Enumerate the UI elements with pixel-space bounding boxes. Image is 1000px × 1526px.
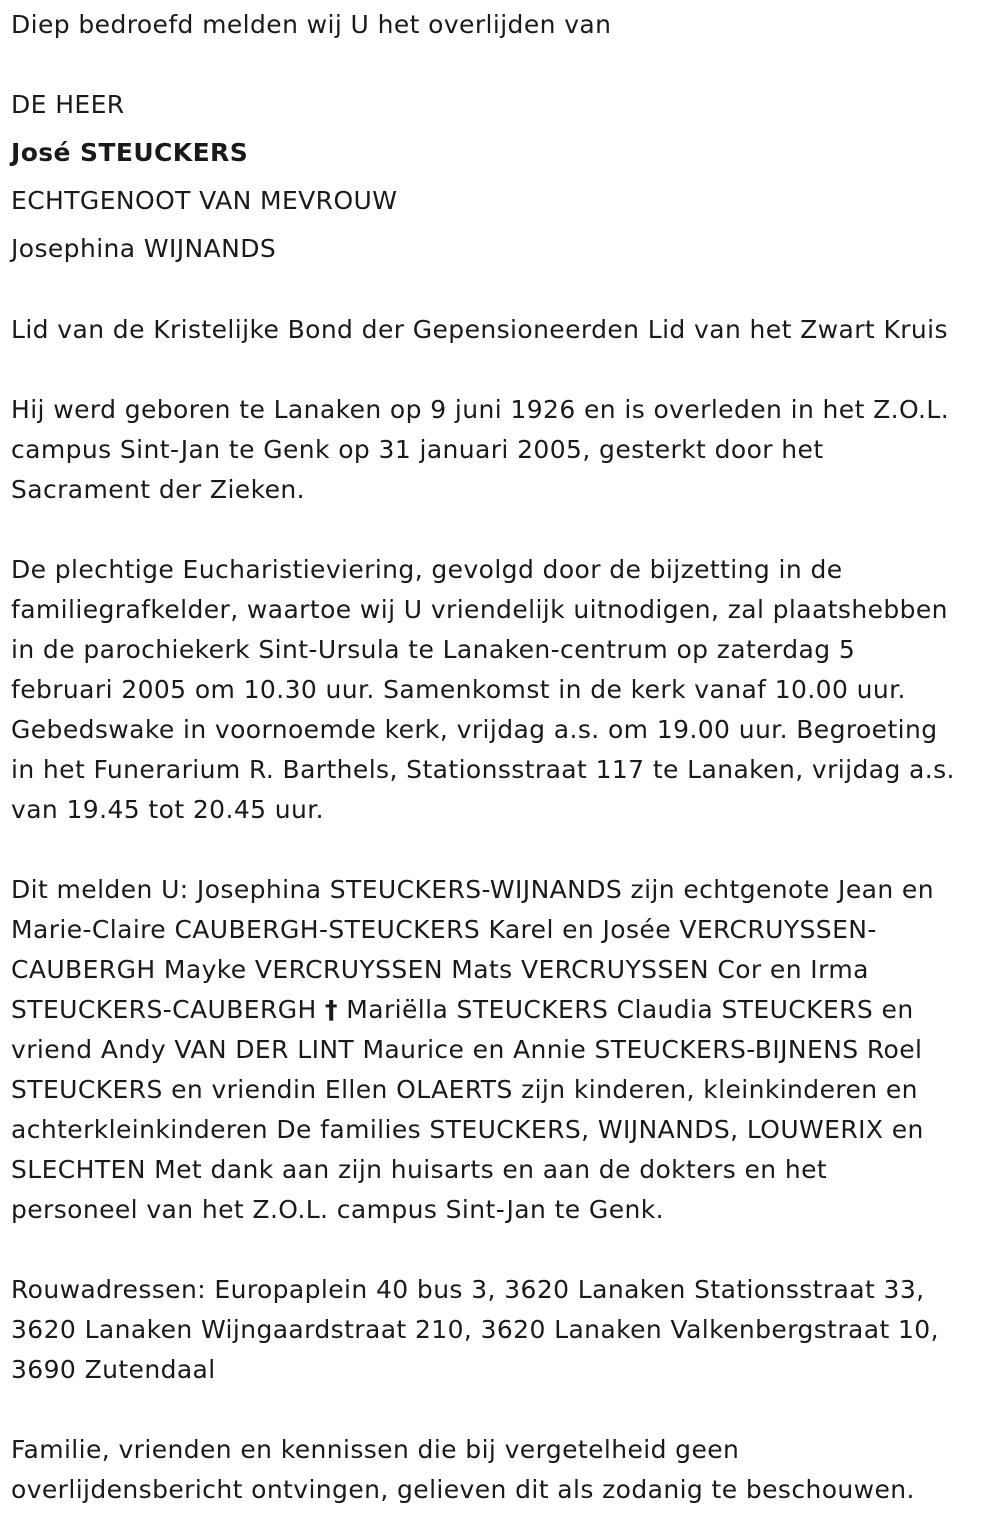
paragraph-line: 3690 Zutendaal (11, 1355, 216, 1384)
ceremony-paragraph (11, 550, 955, 830)
birth-death-paragraph (11, 390, 949, 510)
intro-text: Diep bedroefd melden wij U het overlijden van (11, 10, 612, 39)
paragraph-line: Marie-Claire CAUBERGH-STEUCKERS Karel en Josée VERCRUYSSEN- (11, 915, 877, 944)
announcers-paragraph (11, 870, 934, 1230)
paragraph-line: vriend Andy VAN DER LINT Maurice en Annie STEUCKERS-BIJNENS Roel (11, 1035, 923, 1064)
spouse-label: ECHTGENOOT VAN MEVROUW (11, 186, 398, 215)
cross-icon: † (325, 995, 338, 1024)
paragraph-line: van 19.45 tot 20.45 uur. (11, 795, 325, 824)
paragraph-line: overlijdensbericht ontvingen, gelieven dit als zodanig te beschouwen. (11, 1475, 915, 1504)
paragraph-line: Familie, vrienden en kennissen die bij vergetelheid geen (11, 1435, 740, 1464)
paragraph-line: Sacrament der Zieken. (11, 475, 305, 504)
spouse-name: Josephina WIJNANDS (11, 234, 277, 263)
deceased-name: José STEUCKERS (11, 138, 249, 167)
paragraph-line: Rouwadressen: Europaplein 40 bus 3, 3620 Lanaken Stationsstraat 33, (11, 1275, 925, 1304)
paragraph-line: CAUBERGH Mayke VERCRUYSSEN Mats VERCRUYSSEN Cor en Irma (11, 955, 869, 984)
paragraph-line: De plechtige Eucharistieviering, gevolgd door de bijzetting in de (11, 555, 843, 584)
paragraph-line: in het Funerarium R. Barthels, Stationsstraat 117 te Lanaken, vrijdag a.s. (11, 755, 955, 784)
paragraph-line: Hij werd geboren te Lanaken op 9 juni 1926 en is overleden in het Z.O.L. (11, 395, 950, 424)
paragraph-line: SLECHTEN Met dank aan zijn huisarts en aan de dokters en het (11, 1155, 828, 1184)
deceased-title: DE HEER (11, 90, 125, 119)
paragraph-line: familiegrafkelder, waartoe wij U vriendelijk uitnodigen, zal plaatshebben (11, 595, 948, 624)
paragraph-line: in de parochiekerk Sint-Ursula te Lanaken-centrum op zaterdag 5 (11, 635, 856, 664)
addresses-paragraph (11, 1270, 939, 1390)
closing-paragraph (11, 1430, 915, 1510)
cross-line-after: Mariëlla STEUCKERS Claudia STEUCKERS en (337, 995, 914, 1024)
paragraph-line: STEUCKERS en vriendin Ellen OLAERTS zijn kinderen, kleinkinderen en (11, 1075, 918, 1104)
paragraph-line: 3620 Lanaken Wijngaardstraat 210, 3620 Lanaken Valkenbergstraat 10, (11, 1315, 939, 1344)
paragraph-line: achterkleinkinderen De families STEUCKERS, WIJNANDS, LOUWERIX en (11, 1115, 924, 1144)
cross-line-before: STEUCKERS-CAUBERGH (11, 995, 326, 1024)
paragraph-line-with-cross (11, 990, 934, 1030)
paragraph-line: Dit melden U: Josephina STEUCKERS-WIJNANDS zijn echtgenote Jean en (11, 875, 934, 904)
paragraph-line: Gebedswake in voornoemde kerk, vrijdag a.s. om 19.00 uur. Begroeting (11, 715, 938, 744)
membership-text: Lid van de Kristelijke Bond der Gepensioneerden Lid van het Zwart Kruis (11, 315, 948, 344)
paragraph-line: campus Sint-Jan te Genk op 31 januari 2005, gesterkt door het (11, 435, 824, 464)
paragraph-line: personeel van het Z.O.L. campus Sint-Jan te Genk. (11, 1195, 664, 1224)
paragraph-line: februari 2005 om 10.30 uur. Samenkomst in de kerk vanaf 10.00 uur. (11, 675, 906, 704)
